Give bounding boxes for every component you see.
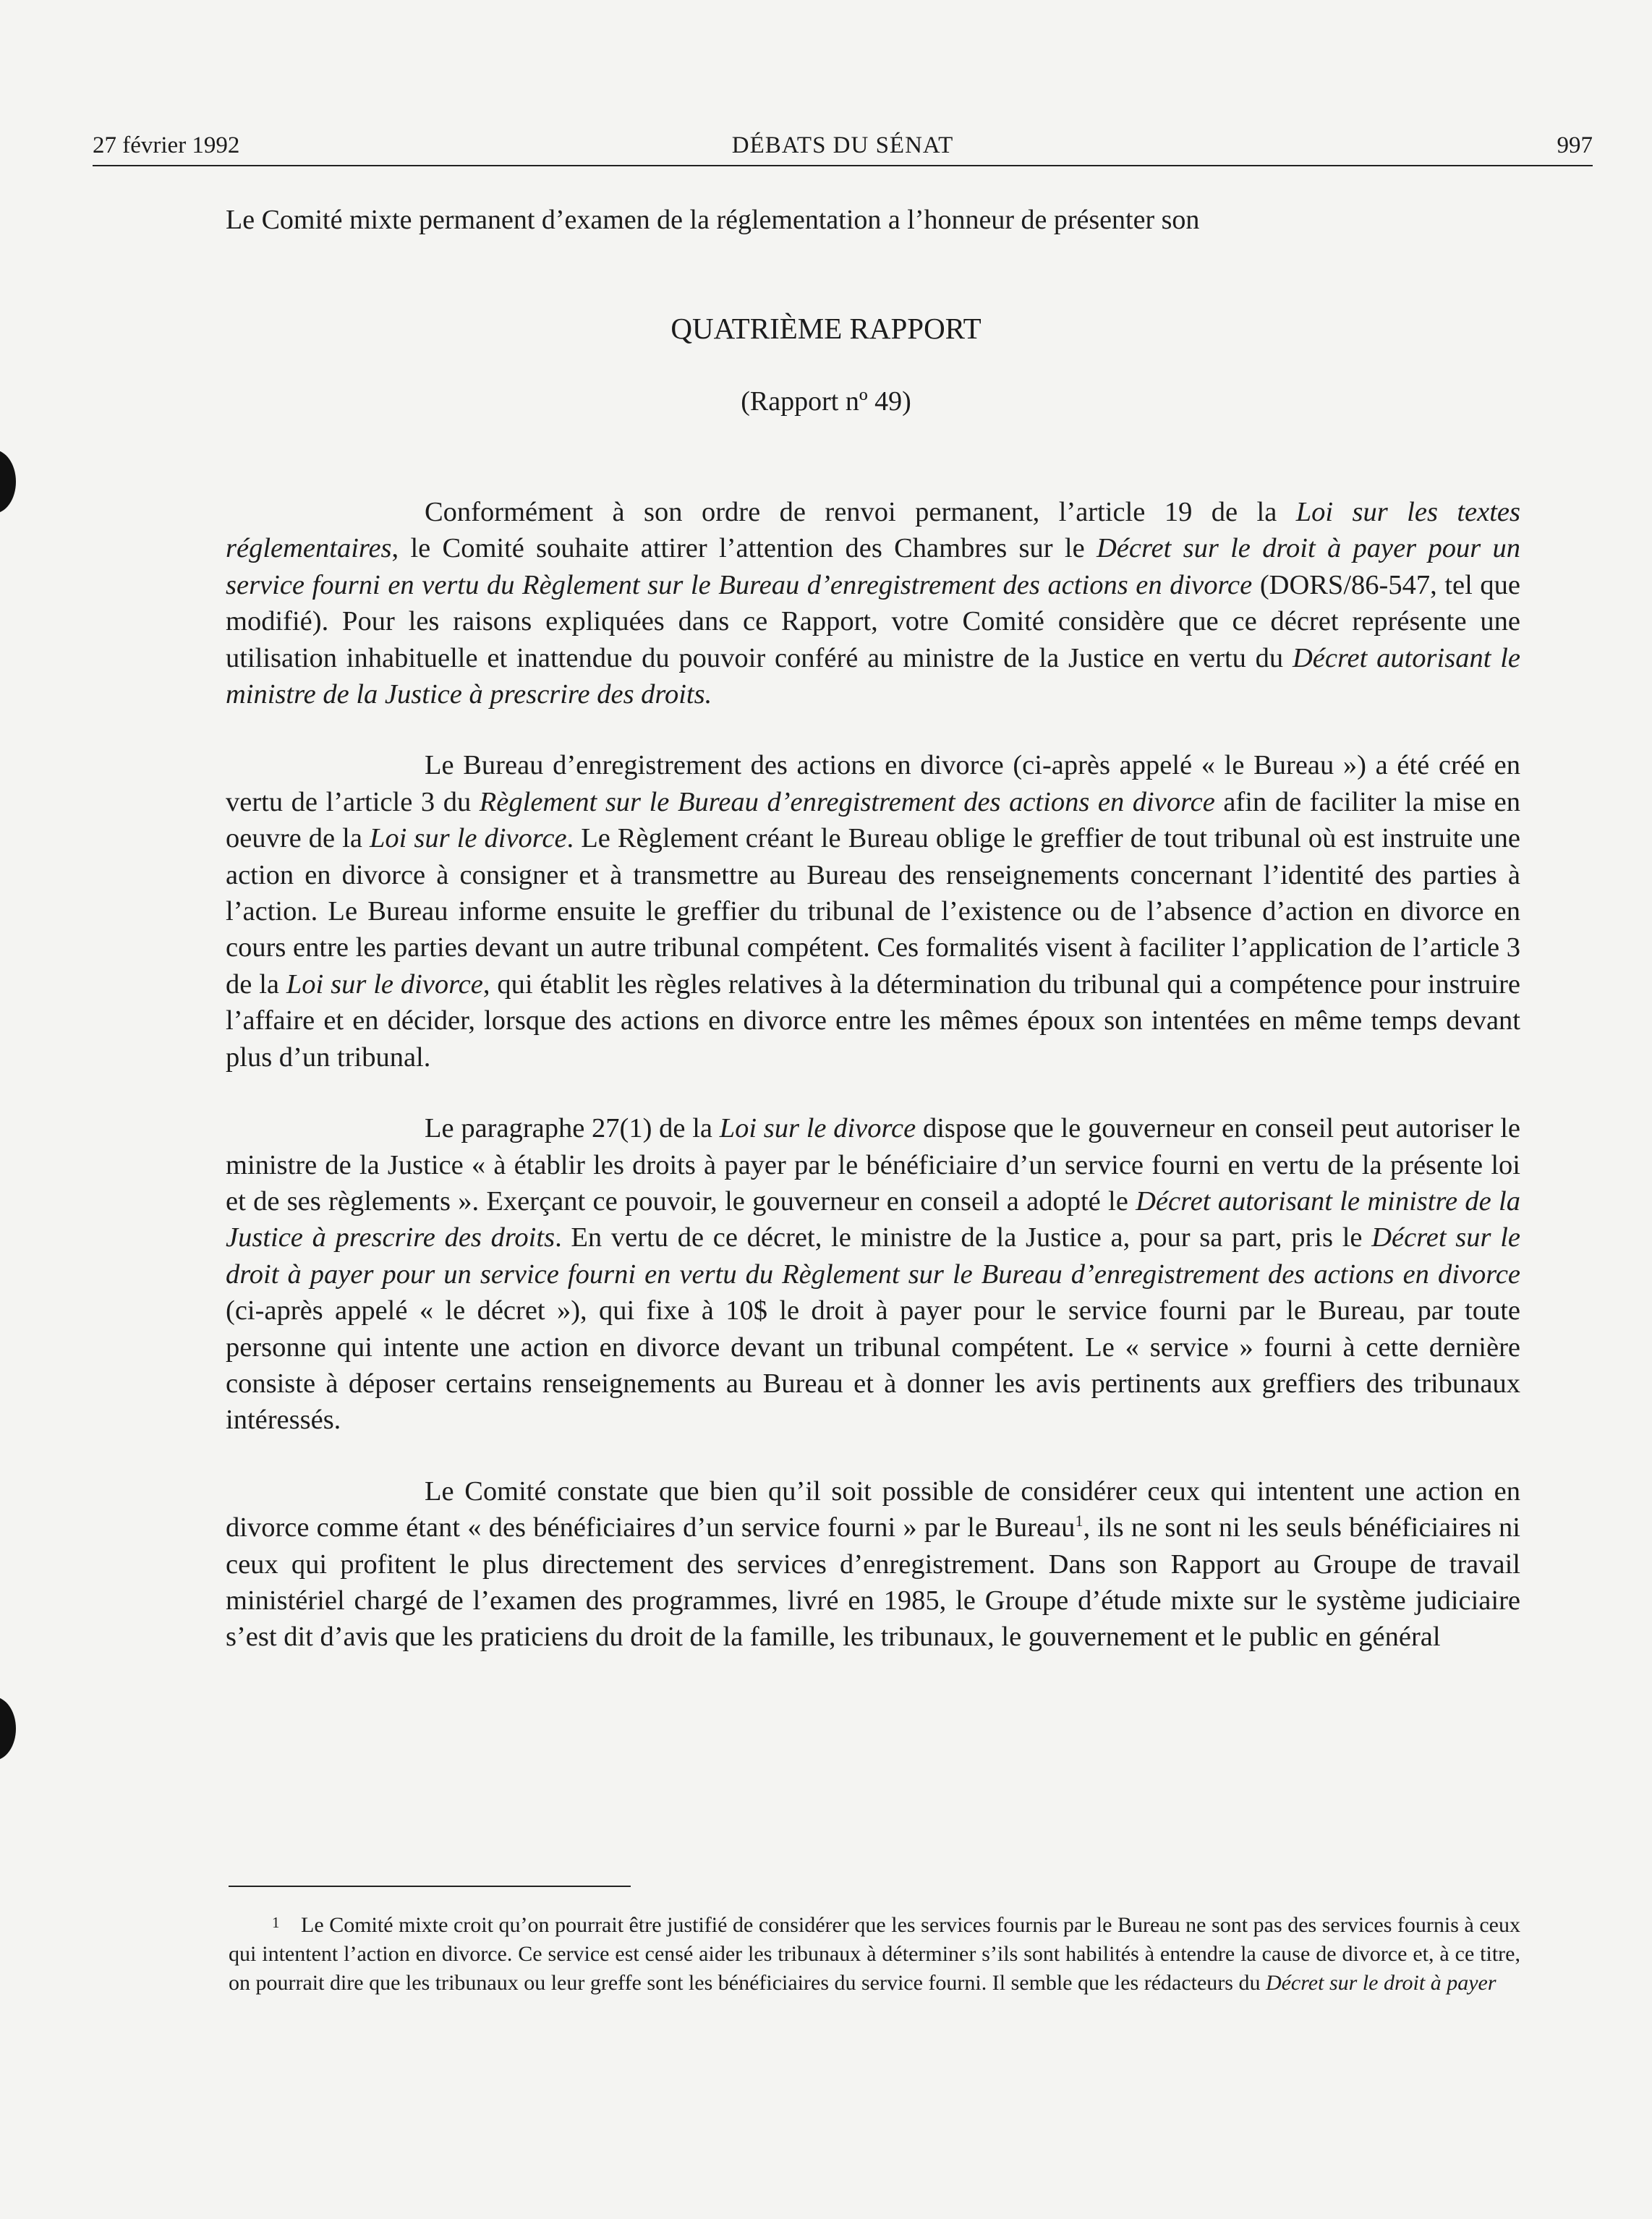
report-body	[226, 494, 1520, 1690]
text-run: dispose que le gouverneur en conseil peut autoriser le ministre de la Justice « à établir les droits à payer par le bénéficiaire d’un service fourni en vertu de la présente loi et de ses règlements ». Exerçant ce pouvoir, le gouverneur en conseil a adopté le	[226, 1113, 1521, 1217]
page-header	[93, 127, 1593, 166]
footnote	[229, 1911, 1520, 1998]
text-run: Le Comité mixte croit qu’on pourrait être justifié de considérer que les services fournis par le Bureau ne sont pas des services fournis à ceux qui intentent l’action en divorce. Ce service est censé aider les tribunaux à déterminer s’ils sont habilités à entendre la cause de divorce et, à ce titre, on pourrait dire que les tribunaux ou leur greffe sont les bénéficiaires du service fourni. Il semble que les rédacteurs du	[229, 1913, 1520, 1995]
italic-title: Loi sur le divorce	[719, 1113, 916, 1144]
paragraph	[226, 747, 1520, 1076]
text-run: Le Bureau d’enregistrement des actions en divorce (ci-après appelé « le Bureau ») a été créé en vertu de l’article 3 du	[226, 750, 1520, 817]
text-run: . En vertu de ce décret, le ministre de la Justice a, pour sa part, pris le	[555, 1222, 1372, 1253]
italic-title: Loi sur le divorce	[370, 823, 567, 854]
italic-title: Règlement sur le Bureau d’enregistrement des actions en divorce	[479, 786, 1215, 817]
text-run: Le paragraphe 27(1) de la	[425, 1113, 720, 1144]
footnote-divider	[229, 1886, 631, 1887]
binder-hole-bottom	[0, 1697, 16, 1760]
paragraph	[226, 494, 1520, 712]
paragraph	[226, 1473, 1520, 1656]
text-run: , ils ne sont ni les seuls bénéficiaires ni ceux qui profitent le plus directement des services d’enregistrement. Dans son Rapport au Groupe de travail ministériel chargé de l’examen des programmes, livré en 1985, le Groupe d’étude mixte sur le système judiciaire s’est dit d’avis que les praticiens du droit de la famille, les tribunaux, le gouvernement et le public en général	[226, 1512, 1520, 1653]
text-run: Conformément à son ordre de renvoi permanent, l’article 19 de la	[425, 497, 1296, 527]
footnote-marker: 1	[272, 1914, 280, 1931]
header-page-number: 997	[1557, 132, 1593, 158]
text-run: . Le Règlement créant le Bureau oblige le greffier de tout tribunal où est instruite une action en divorce à consigner et à transmettre au Bureau des renseignements concernant l’identité des parties à l’action. Le Bureau informe ensuite le greffier du tribunal de l’existence ou de l’absence d’action en divorce en cours entre les parties devant un autre tribunal compétent. Ces formalités visent à faciliter l’application de l’article 3 de la	[226, 823, 1521, 1000]
report-subtitle: (Rapport nº 49)	[741, 386, 911, 417]
binder-hole-top	[0, 450, 16, 514]
italic-title: Décret autorisant le ministre de la Justice à prescrire des droits.	[226, 642, 1520, 710]
text-run: , qui établit les règles relatives à la détermination du tribunal qui a compétence pour instruire l’affaire et en décider, lorsque des actions en divorce entre les mêmes époux son intentées en même temps devant plus d’un tribunal.	[226, 968, 1521, 1073]
italic-title: Loi sur les textes réglementaires	[226, 497, 1521, 564]
text-run: Le Comité constate que bien qu’il soit possible de considérer ceux qui intentent une action en divorce comme étant « des bénéficiaires d’un service fourni » par le Bureau	[226, 1475, 1520, 1543]
footnote-ref: 1	[1075, 1512, 1083, 1530]
italic-title: Décret sur le droit à payer pour un service fourni en vertu du Règlement sur le Bureau d’enregistrement des actions en divorce	[226, 533, 1520, 600]
text-run: (DORS/86-547, tel que modifié). Pour les raisons expliquées dans ce Rapport, votre Comité considère que ce décret représente une utilisation inhabituelle et inattendue du pouvoir conféré au ministre de la Justice en vertu du	[226, 569, 1520, 673]
header-publication: DÉBATS DU SÉNAT	[731, 132, 954, 158]
paragraph	[226, 1110, 1520, 1439]
text-run: (ci-après appelé « le décret »), qui fixe à 10$ le droit à payer pour le service fourni par le Bureau, par toute personne qui intente une action en divorce devant un tribunal compétent. Le « service » fourni à cette dernière consiste à déposer certains renseignements au Bureau et à donner les avis pertinents aux greffiers des tribunaux intéressés.	[226, 1295, 1520, 1436]
italic-title: Loi sur le divorce	[286, 968, 483, 1000]
intro-line: Le Comité mixte permanent d’examen de la réglementation a l’honneur de présenter son	[226, 205, 1200, 235]
header-date: 27 février 1992	[93, 132, 240, 158]
text-run: afin de faciliter la mise en oeuvre de la	[226, 786, 1520, 854]
italic-title: Décret sur le droit à payer	[1265, 1971, 1496, 1995]
report-title: QUATRIÈME RAPPORT	[670, 312, 982, 345]
footnote-text	[229, 1913, 1520, 1995]
text-run: , le Comité souhaite attirer l’attention des Chambres sur le	[391, 533, 1097, 564]
italic-title: Décret sur le droit à payer pour un service fourni en vertu du Règlement sur le Bureau d’enregistrement des actions en divorce	[226, 1222, 1520, 1290]
italic-title: Décret autorisant le ministre de la Justice à prescrire des droits	[226, 1185, 1520, 1253]
